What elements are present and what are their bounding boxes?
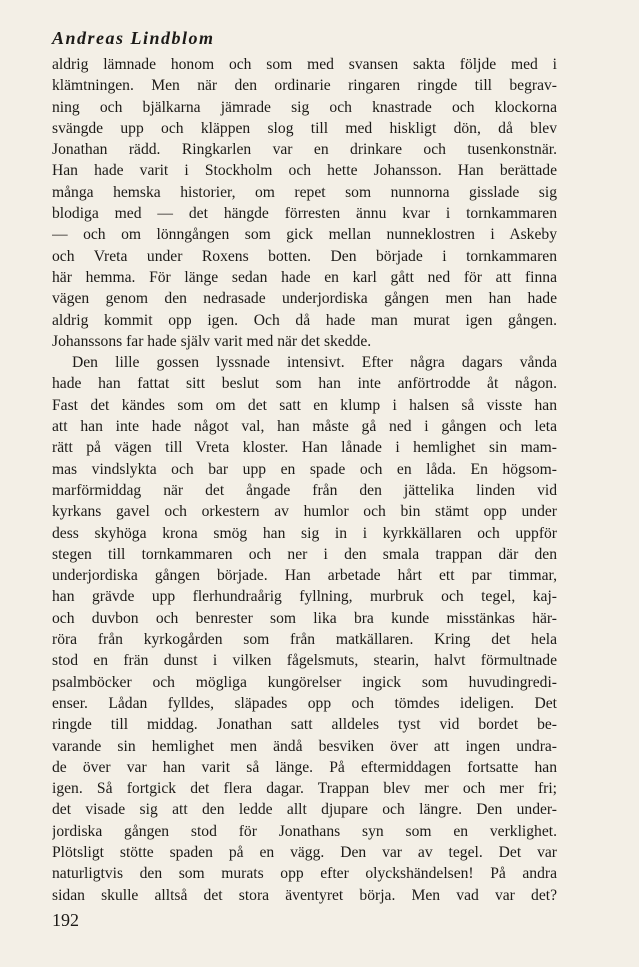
text-line: mas vindslykta och bar upp en spade och en låda. En högsom-: [52, 460, 557, 478]
text-line: kyrkans gavel och orkestern av humlor och bin stämt opp under: [52, 503, 557, 521]
text-line: aldrig lämnade honom och som med svansen sakta följde med i: [52, 56, 557, 73]
text-line: Han hade varit i Stockholm och hette Johansson. Han berättade: [52, 162, 557, 180]
text-line: underjordiska gången började. Han arbetade hårt ett par timmar,: [52, 567, 557, 585]
text-line: röra från kyrkogården som från matkällaren. Kring det hela: [52, 631, 557, 649]
text-line: aldrig kommit opp igen. Och då hade man murat igen gången.: [52, 311, 557, 329]
text-line: svängde upp och kläppen slog till med hiskligt dön, då blev: [52, 119, 557, 137]
page-number: 192: [52, 910, 79, 930]
text-line: psalmböcker och mögliga kungörelser ingick som huvudingredi-: [52, 673, 557, 691]
text-line: många hemska historier, om repet som nunnorna gisslade sig: [52, 183, 557, 201]
text-line: varande sin hemlighet men ändå besviken över att ingen undra-: [52, 737, 557, 755]
text-line: rätt på vägen till Vreta kloster. Han lånade i hemlighet sin mam-: [52, 439, 557, 457]
body-text: [52, 54, 557, 906]
text-line: han grävde upp flerhundraårig fyllning, murbruk och tegel, kaj-: [52, 588, 557, 606]
text-line: hade han fattat sitt beslut som han inte anförtrodde åt någon.: [52, 375, 557, 393]
text-line: ringde till middag. Jonathan satt alldeles tyst vid bordet be-: [52, 716, 557, 734]
text-line: att han inte hade något val, han måste gå ned i gången och leta: [52, 418, 557, 436]
text-line: stegen till tornkammaren och ner i den smala trappan där den: [52, 545, 557, 563]
text-line: sidan skulle alltså det stora äventyret börja. Men vad var det?: [52, 886, 557, 904]
text-line: vägen genom den nedrasade underjordiska gången men han hade: [52, 290, 557, 308]
text-line: Jonathan rädd. Ringkarlen var en drinkare och tusenkonstnär.: [52, 141, 557, 159]
text-line: Fast det kändes som om det satt en klump i halsen så visste han: [52, 396, 557, 414]
text-line: stod en frän dunst i vilken fågelsmuts, stearin, halvt förmultnade: [52, 652, 557, 670]
text-line: blodiga med — det hängde förresten ännu kvar i tornkammaren: [52, 205, 557, 223]
paragraph-start-line: Den lille gossen lyssnade intensivt. Efter några dagars vånda: [72, 354, 557, 372]
text-line: Plötsligt stötte spaden på en vägg. Den var av tegel. Det var: [52, 843, 557, 861]
text-line: de över var han varit så länge. På eftermiddagen fortsatte han: [52, 758, 557, 776]
text-line: dess skyhöga krona smög han sig in i kyrkkällaren och uppför: [52, 524, 557, 542]
text-line: marförmiddag när det ångade från den jättelika linden vid: [52, 481, 557, 499]
text-line: Johanssons far hade själv varit med när det skedde.: [52, 332, 372, 350]
text-line: igen. Så fortgick det flera dagar. Trappan blev mer och mer fri;: [52, 780, 557, 798]
text-line: enser. Lådan fylldes, släpades opp och tömdes ideligen. Det: [52, 694, 557, 712]
text-line: naturligtvis den som murats opp efter olyckshändelsen! På andra: [52, 865, 557, 883]
text-line: klämtningen. Men när den ordinarie ringaren ringde till begrav-: [52, 77, 557, 95]
running-header-author: Andreas Lindblom: [52, 28, 215, 48]
text-line: det visade sig att den ledde allt djupare och längre. Den under-: [52, 801, 557, 819]
text-line: och Vreta under Roxens botten. Den började i tornkammaren: [52, 247, 557, 265]
text-line: jordiska gången stod för Jonathans syn som en verklighet.: [52, 822, 557, 840]
text-line: och duvbon och benrester som lika bra kunde misstänkas här-: [52, 609, 557, 627]
text-line: här hemma. För länge sedan hade en karl gått ned för att finna: [52, 268, 557, 286]
text-line: ning och bjälkarna jämrade sig och knastrade och klockorna: [52, 98, 557, 116]
text-line: — och om lönngången som gick mellan nunneklostren i Askeby: [52, 226, 557, 244]
